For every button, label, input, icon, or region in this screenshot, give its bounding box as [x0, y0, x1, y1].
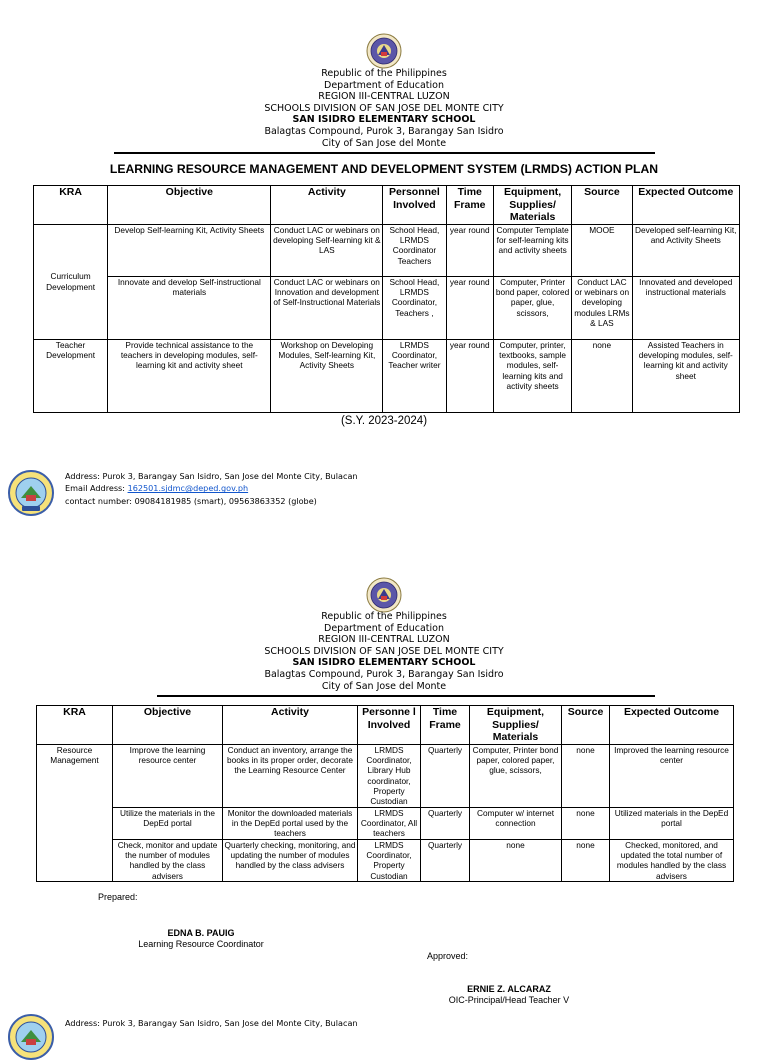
table-cell: Developed self-learning Kit, and Activity Sheets	[632, 224, 740, 276]
email-link[interactable]: 162501.sjdmc@deped.gov.ph	[127, 483, 249, 494]
table-cell: Quarterly checking, monitoring, and updating the number of modules handled by the class advisers	[223, 839, 358, 881]
table-cell: LRMDS Coordinator, Teacher writer	[383, 339, 446, 412]
header-city: City of San Jose del Monte	[321, 680, 447, 692]
table-cell: Innovated and developed instructional materials	[632, 276, 740, 339]
table-cell: Quarterly	[421, 744, 470, 807]
approved-name: ERNIE Z. ALCARAZ	[467, 984, 551, 994]
table-cell: Improved the learning resource center	[610, 744, 734, 807]
header-divider	[114, 152, 655, 154]
col-expected-outcome: Expected Outcome	[632, 186, 740, 225]
footer-address: Address: Purok 3, Barangay San Isidro, San Jose del Monte City, Bulacan	[65, 1018, 358, 1028]
col-objective: Objective	[113, 706, 223, 745]
table-header-row	[37, 706, 734, 745]
header-division: SCHOOLS DIVISION OF SAN JOSE DEL MONTE CITY	[264, 102, 504, 114]
table-cell: Computer, printer, textbooks, sample modules, self-learning kits and activity sheets	[493, 339, 571, 412]
table-cell: Develop Self-learning Kit, Activity Sheets	[108, 224, 271, 276]
table-cell: Utilized materials in the DepEd portal	[610, 807, 734, 839]
col-activity: Activity	[223, 706, 358, 745]
table-cell: Utilize the materials in the DepEd portal	[113, 807, 223, 839]
table-cell: Improve the learning resource center	[113, 744, 223, 807]
table-cell: Innovate and develop Self-instructional materials	[108, 276, 271, 339]
header-department: Department of Education	[324, 622, 444, 634]
table-row	[37, 839, 734, 881]
table-cell: LRMDS Coordinator, Library Hub coordinator, Property Custodian	[358, 744, 421, 807]
header-department: Department of Education	[324, 79, 444, 91]
table-row	[37, 744, 734, 807]
table-cell: year round	[446, 276, 493, 339]
table-row	[34, 276, 740, 339]
table-cell: Assisted Teachers in developing modules, self-learning kit and activity sheet	[632, 339, 740, 412]
footer-address: Address: Purok 3, Barangay San Isidro, San Jose del Monte City, Bulacan	[65, 471, 358, 481]
col-personnel: Personnel Involved	[383, 186, 446, 225]
col-activity: Activity	[271, 186, 383, 225]
table-cell: Computer w/ internet connection	[470, 807, 562, 839]
header-address: Balagtas Compound, Purok 3, Barangay San Isidro	[264, 668, 504, 680]
header-region: REGION III-CENTRAL LUZON	[318, 91, 450, 103]
header-city: City of San Jose del Monte	[321, 137, 447, 149]
table-cell: MOOE	[572, 224, 632, 276]
kra-cell: Resource Management	[37, 744, 113, 881]
approved-label: Approved:	[427, 951, 469, 961]
col-time-frame: Time Frame	[446, 186, 493, 225]
table-cell: Workshop on Developing Modules, Self-learning Kit, Activity Sheets	[271, 339, 383, 412]
table-cell: Quarterly	[421, 807, 470, 839]
table-cell: Computer Template for self-learning kits and activity sheets	[493, 224, 571, 276]
page-footer	[8, 1014, 768, 1062]
table-cell: Conduct an inventory, arrange the books in its proper order, decorate the Learning Resource Center	[223, 744, 358, 807]
col-expected-outcome: Expected Outcome	[610, 706, 734, 745]
table-row	[34, 339, 740, 412]
header-address: Balagtas Compound, Purok 3, Barangay San Isidro	[264, 125, 504, 137]
table-row	[37, 807, 734, 839]
kra-cell: Teacher Development	[34, 339, 108, 412]
footer-email: Email Address: 162501.sjdmc@deped.gov.ph	[65, 483, 249, 494]
table-cell: year round	[446, 224, 493, 276]
header-republic: Republic of the Philippines	[321, 611, 447, 622]
header-school: SAN ISIDRO ELEMENTARY SCHOOL	[292, 657, 476, 669]
action-plan-table-2	[36, 705, 734, 882]
header-school: SAN ISIDRO ELEMENTARY SCHOOL	[292, 114, 476, 126]
table-cell: Conduct LAC or webinars on developing modules LRMs & LAS	[572, 276, 632, 339]
table-cell: School Head, LRMDS Coordinator, Teachers ,	[383, 276, 446, 339]
col-personnel: Personne l Involved	[358, 706, 421, 745]
table-cell: none	[562, 744, 610, 807]
table-cell: none	[562, 807, 610, 839]
col-source: Source	[562, 706, 610, 745]
col-kra: KRA	[37, 706, 113, 745]
footer-contact: contact number: 09084181985 (smart), 09563863352 (globe)	[65, 495, 317, 506]
table-cell: School Head, LRMDS Coordinator Teachers	[383, 224, 446, 276]
deped-seal-icon	[366, 33, 402, 69]
approved-title: OIC-Principal/Head Teacher V	[448, 995, 570, 1005]
table-cell: none	[562, 839, 610, 881]
school-year: (S.Y. 2023-2024)	[340, 415, 428, 427]
col-time-frame: Time Frame	[421, 706, 470, 745]
table-header-row	[34, 186, 740, 225]
col-equipment: Equipment, Supplies/ Materials	[470, 706, 562, 745]
table-cell: Quarterly	[421, 839, 470, 881]
header-republic: Republic of the Philippines	[321, 68, 447, 79]
table-cell: Checked, monitored, and updated the total number of modules handled by the class advisers	[610, 839, 734, 881]
table-cell: Check, monitor and update the number of modules handled by the class advisers	[113, 839, 223, 881]
table-cell: none	[572, 339, 632, 412]
table-cell: year round	[446, 339, 493, 412]
kra-cell: Curriculum Development	[34, 224, 108, 339]
col-source: Source	[572, 186, 632, 225]
table-cell: LRMDS Coordinator, Property Custodian	[358, 839, 421, 881]
col-kra: KRA	[34, 186, 108, 225]
table-cell: Conduct LAC or webinars on developing Self-learning kit & LAS	[271, 224, 383, 276]
col-objective: Objective	[108, 186, 271, 225]
header-divider	[157, 695, 655, 697]
col-equipment: Equipment, Supplies/ Materials	[493, 186, 571, 225]
table-cell: Monitor the downloaded materials in the DepEd portal used by the teachers	[223, 807, 358, 839]
school-logo-icon	[8, 470, 54, 516]
deped-seal-icon	[366, 577, 402, 613]
table-cell: LRMDS Coordinator, All teachers	[358, 807, 421, 839]
prepared-name: EDNA B. PAUIG	[167, 928, 235, 938]
school-logo-icon	[8, 1014, 54, 1060]
table-cell: Computer, Printer bond paper, colored paper, glue, scissors,	[493, 276, 571, 339]
plan-title: LEARNING RESOURCE MANAGEMENT AND DEVELOPMENT SYSTEM (LRMDS) ACTION PLAN	[109, 162, 659, 176]
table-cell: Computer, Printer bond paper, colored paper, glue, scissors,	[470, 744, 562, 807]
header-region: REGION III-CENTRAL LUZON	[318, 634, 450, 646]
table-cell: Provide technical assistance to the teachers in developing modules, self-learning kit and activity sheet	[108, 339, 271, 412]
table-cell: Conduct LAC or webinars on Innovation and development of Self-Instructional Materials	[271, 276, 383, 339]
page-footer	[8, 470, 768, 518]
header-division: SCHOOLS DIVISION OF SAN JOSE DEL MONTE CITY	[264, 645, 504, 657]
table-row	[34, 224, 740, 276]
action-plan-table-1	[33, 185, 740, 413]
prepared-title: Learning Resource Coordinator	[138, 939, 264, 949]
prepared-label: Prepared:	[98, 892, 138, 902]
table-cell: none	[470, 839, 562, 881]
